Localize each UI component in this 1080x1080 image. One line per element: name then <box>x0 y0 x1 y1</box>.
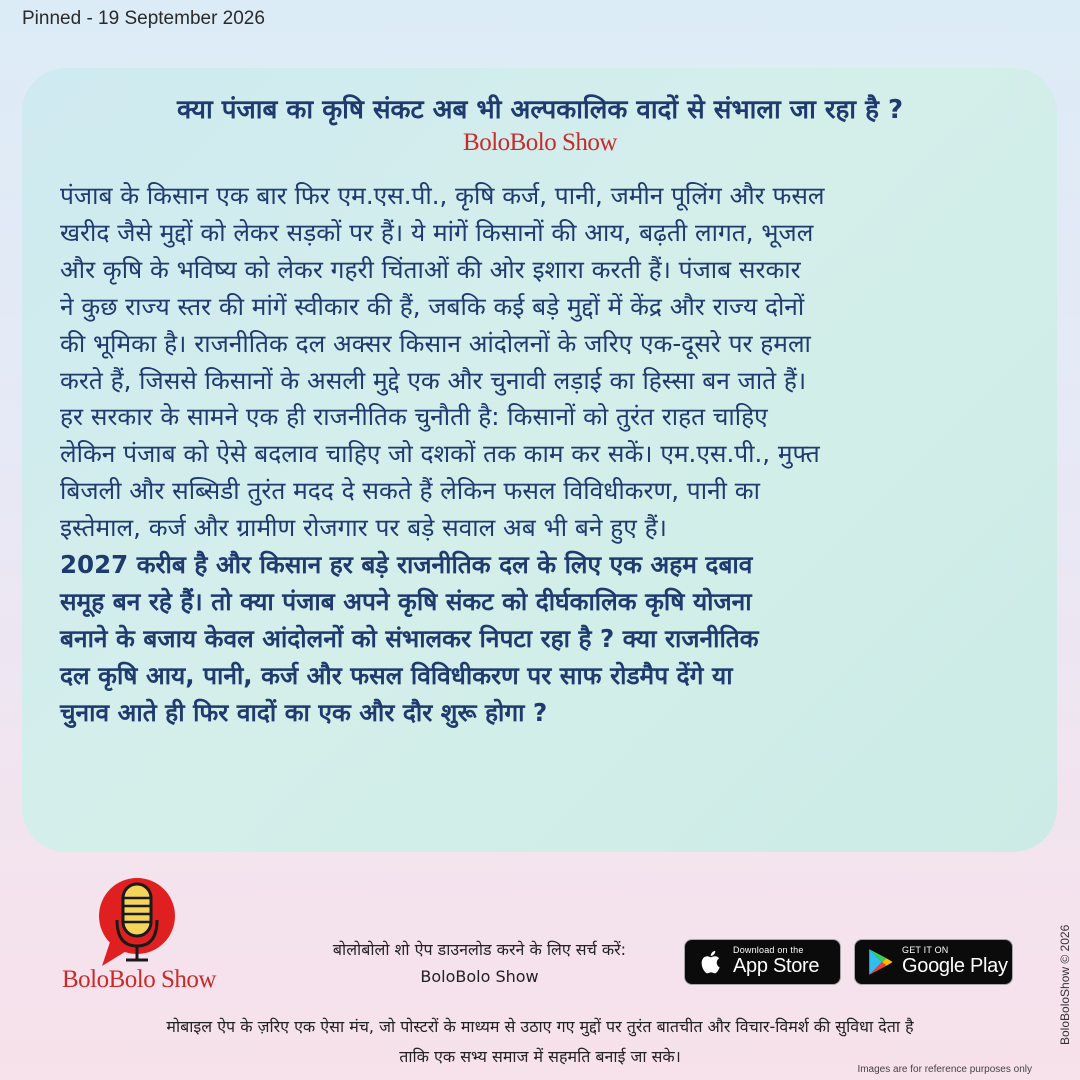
body-line: बिजली और सब्सिडी तुरंत मदद दे सकते हैं लेकिन फसल विविधीकरण, पानी का <box>60 476 760 506</box>
google-play-icon <box>867 948 893 976</box>
search-hint-line: बोलोबोलो शो ऐप डाउनलोड करने के लिए सर्च करें: <box>332 940 627 959</box>
body-line: पंजाब के किसान एक बार फिर एम.एस.पी., कृषि कर्ज, पानी, जमीन पूलिंग और फसल <box>60 181 825 210</box>
question-line: 2027 करीब है और किसान हर बड़े राजनीतिक दल के लिए एक अहम दबाव <box>60 550 753 580</box>
google-play-button[interactable] <box>854 939 1013 985</box>
body-line: लेकिन पंजाब को ऐसे बदलाव चाहिए जो दशकों तक काम कर सकें। एम.एस.पी., मुफ्त <box>60 439 820 469</box>
question-line: दल कृषि आय, पानी, कर्ज और फसल विविधीकरण पर साफ रोडमैप देंगे या <box>60 660 733 690</box>
tagline-line: ताकि एक सभ्य समाज में सहमति बनाई जा सके। <box>399 1047 681 1066</box>
google-play-label: Google Play <box>902 955 1008 977</box>
post-body <box>60 178 1028 732</box>
body-line: और कृषि के भविष्य को लेकर गहरी चिंताओं की ओर इशारा करती हैं। पंजाब सरकार <box>60 254 801 284</box>
question-line: चुनाव आते ही फिर वादों का एक और दौर शुरू होगा ? <box>60 697 548 727</box>
apple-icon <box>699 948 725 976</box>
body-line: खरीद जैसे मुद्दों को लेकर सड़कों पर हैं। ये मांगें किसानों की आय, बढ़ती लागत, भूजल <box>60 217 814 247</box>
body-line: ने कुछ राज्य स्तर की मांगें स्वीकार की हैं, जबकि कई बड़े मुद्दों में केंद्र और राज्य दोनों <box>60 291 805 321</box>
question-line: समूह बन रहे हैं। तो क्या पंजाब अपने कृषि संकट को दीर्घकालिक कृषि योजना <box>60 586 752 616</box>
brand-name: BoloBolo Show <box>463 129 617 156</box>
post-headline: क्या पंजाब का कृषि संकट अब भी अल्पकालिक वादों से संभाला जा रहा है ? <box>176 95 904 125</box>
pinned-date: Pinned - 19 September 2026 <box>22 8 265 29</box>
copyright-credit: BoloBoloShow © 2026 <box>1058 924 1072 1045</box>
footer-tagline <box>0 1012 1080 1072</box>
search-hint-app-name: BoloBolo Show <box>420 967 539 986</box>
google-play-caption: GET IT ON <box>902 945 949 955</box>
body-line: की भूमिका है। राजनीतिक दल अक्सर किसान आंदोलनों के जरिए एक-दूसरे पर हमला <box>60 328 811 358</box>
app-store-label: App Store <box>733 955 820 977</box>
body-line: करते हैं, जिससे किसानों के असली मुद्दे एक और चुनावी लड़ाई का हिस्सा बन जाते हैं। <box>60 365 807 395</box>
footer-brand-logo: BoloBolo Show <box>62 966 216 993</box>
app-store-caption: Download on the <box>733 945 804 955</box>
app-store-button[interactable] <box>684 939 841 985</box>
tagline-line: मोबाइल ऐप के ज़रिए एक ऐसा मंच, जो पोस्टरों के माध्यम से उठाए गए मुद्दों पर तुरंत बातचीत और विचार-विमर्श की सुविधा देता है <box>166 1017 914 1036</box>
disclaimer-note: Images are for reference purposes only <box>857 1064 1032 1075</box>
body-line: इस्तेमाल, कर्ज और ग्रामीण रोजगार पर बड़े सवाल अब भी बने हुए हैं। <box>60 513 667 543</box>
body-line: हर सरकार के सामने एक ही राजनीतिक चुनौती है: किसानों को तुरंत राहत चाहिए <box>60 402 768 432</box>
app-search-hint <box>282 936 677 990</box>
question-line: बनाने के बजाय केवल आंदोलनों को संभालकर निपटा रहा है ? क्या राजनीतिक <box>60 623 759 653</box>
